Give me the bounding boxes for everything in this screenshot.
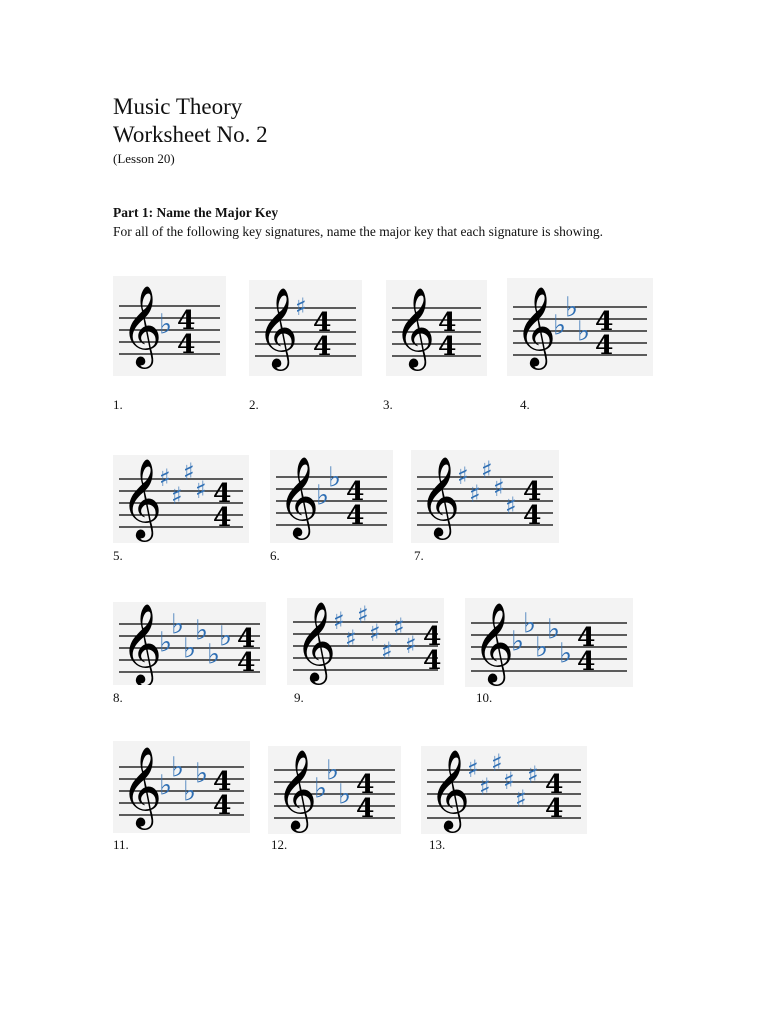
time-signature-bottom: 4 [177,329,196,360]
item-label-10: 10. [476,690,493,705]
flat-icon: ♭ [326,753,340,787]
staff-10 [465,598,633,687]
time-signature-bottom: 4 [595,330,614,361]
treble-clef-icon: 𝄞 [515,286,557,368]
sharp-icon: ♯ [195,476,207,505]
time-signature-bottom: 4 [237,647,256,678]
treble-clef-icon: 𝄞 [121,746,163,828]
treble-clef-icon: 𝄞 [121,458,163,540]
time-signature-top: 4 [423,621,442,652]
item-label-3: 3. [383,397,393,412]
flat-icon: ♭ [171,750,185,784]
time-signature-bottom: 4 [577,646,596,677]
sharp-icon: ♯ [493,474,505,503]
time-signature-top: 4 [313,307,332,338]
staff-3 [386,280,487,376]
flat-icon: ♭ [207,637,221,671]
flat-icon: ♭ [183,631,197,665]
key-signature-12 [268,746,401,834]
flat-icon: ♭ [559,636,573,670]
sharp-icon: ♯ [333,607,345,636]
time-signature-top: 4 [213,478,232,509]
time-signature-bottom: 4 [423,645,442,676]
staff-1 [113,276,226,376]
time-signature-top: 4 [213,766,232,797]
staff-12 [268,746,401,834]
staff-6 [270,450,393,543]
staff-5 [113,455,249,543]
time-signature-bottom: 4 [213,790,232,821]
treble-clef-icon: 𝄞 [278,456,320,538]
time-signature-top: 4 [523,476,542,507]
item-label-8: 8. [113,690,123,705]
time-signature-top: 4 [177,305,196,336]
sharp-icon: ♯ [479,773,491,802]
item-label-11: 11. [113,837,129,852]
sharp-icon: ♯ [369,619,381,648]
staff-7 [411,450,559,543]
time-signature-bottom: 4 [523,500,542,531]
key-signature-5 [113,455,249,543]
part-heading: Part 1: Name the Major Key [113,205,279,220]
flat-icon: ♭ [523,606,537,640]
sharp-icon: ♯ [469,480,481,509]
sharp-icon: ♯ [171,482,183,511]
sharp-icon: ♯ [505,492,517,521]
time-signature-bottom: 4 [438,331,457,362]
key-signature-3 [386,280,487,376]
treble-clef-icon: 𝄞 [121,285,163,367]
time-signature-top: 4 [438,307,457,338]
sharp-icon: ♯ [405,631,417,660]
sharp-icon: ♯ [503,767,515,796]
time-signature-top: 4 [577,622,596,653]
time-signature-bottom: 4 [545,793,564,824]
part-instructions: For all of the following key signatures, name the major key that each signature is showing. [113,224,604,239]
flat-icon: ♭ [328,460,342,494]
sharp-icon: ♯ [159,464,171,493]
flat-icon: ♭ [535,630,549,664]
flat-icon: ♭ [183,774,197,808]
treble-clef-icon: 𝄞 [257,287,299,369]
key-signature-6 [270,450,393,543]
time-signature-bottom: 4 [213,502,232,533]
time-signature-top: 4 [237,623,256,654]
worksheet-title-line-2: Worksheet No. 2 [113,122,268,147]
item-label-13: 13. [429,837,446,852]
sharp-icon: ♯ [515,785,527,814]
lesson-subtitle: (Lesson 20) [113,151,175,166]
key-signature-7 [411,450,559,543]
flat-icon: ♭ [171,607,185,641]
key-signature-13 [421,746,587,834]
flat-icon: ♭ [316,478,330,512]
sharp-icon: ♯ [527,761,539,790]
staff-13 [421,746,587,834]
flat-icon: ♭ [565,290,579,324]
treble-clef-icon: 𝄞 [473,602,515,684]
time-signature-top: 4 [545,769,564,800]
key-signature-11 [113,741,250,833]
flat-icon: ♭ [159,768,173,802]
item-label-9: 9. [294,690,304,705]
flat-icon: ♭ [195,756,209,790]
worksheet-title-line-1: Music Theory [113,94,243,119]
flat-icon: ♭ [219,619,233,653]
item-label-2: 2. [249,397,259,412]
flat-icon: ♭ [195,613,209,647]
flat-icon: ♭ [314,771,328,805]
sharp-icon: ♯ [467,755,479,784]
treble-clef-icon: 𝄞 [121,603,163,685]
treble-clef-icon: 𝄞 [419,456,461,538]
sharp-icon: ♯ [345,625,357,654]
flat-icon: ♭ [547,612,561,646]
flat-icon: ♭ [159,625,173,659]
staff-9 [287,598,444,685]
key-signature-8 [113,602,266,685]
time-signature-bottom: 4 [356,793,375,824]
sharp-icon: ♯ [393,613,405,642]
time-signature-top: 4 [595,306,614,337]
sharp-icon: ♯ [481,456,493,485]
flat-icon: ♭ [511,624,525,658]
time-signature-top: 4 [356,769,375,800]
sharp-icon: ♯ [491,749,503,778]
item-label-4: 4. [520,397,530,412]
item-label-7: 7. [414,548,424,563]
treble-clef-icon: 𝄞 [394,287,436,369]
item-label-5: 5. [113,548,123,563]
treble-clef-icon: 𝄞 [295,601,337,683]
sharp-icon: ♯ [357,601,369,630]
key-signature-4 [507,278,653,376]
treble-clef-icon: 𝄞 [429,749,471,831]
sharp-icon: ♯ [457,462,469,491]
time-signature-bottom: 4 [313,331,332,362]
key-signature-9 [287,598,444,685]
staff-11 [113,741,250,833]
staff-2 [249,280,362,376]
flat-icon: ♭ [338,777,352,811]
sharp-icon: ♯ [183,458,195,487]
flat-icon: ♭ [553,308,567,342]
item-label-6: 6. [270,548,280,563]
time-signature-top: 4 [346,476,365,507]
key-signature-10 [465,598,633,687]
item-label-12: 12. [271,837,288,852]
staff-8 [113,602,266,685]
sharp-icon: ♯ [295,293,307,322]
flat-icon: ♭ [577,314,591,348]
flat-icon: ♭ [159,307,173,341]
item-label-1: 1. [113,397,123,412]
treble-clef-icon: 𝄞 [276,749,318,831]
key-signature-2 [249,280,362,376]
sharp-icon: ♯ [381,637,393,666]
time-signature-bottom: 4 [346,500,365,531]
staff-4 [507,278,653,376]
key-signature-1 [113,276,226,376]
